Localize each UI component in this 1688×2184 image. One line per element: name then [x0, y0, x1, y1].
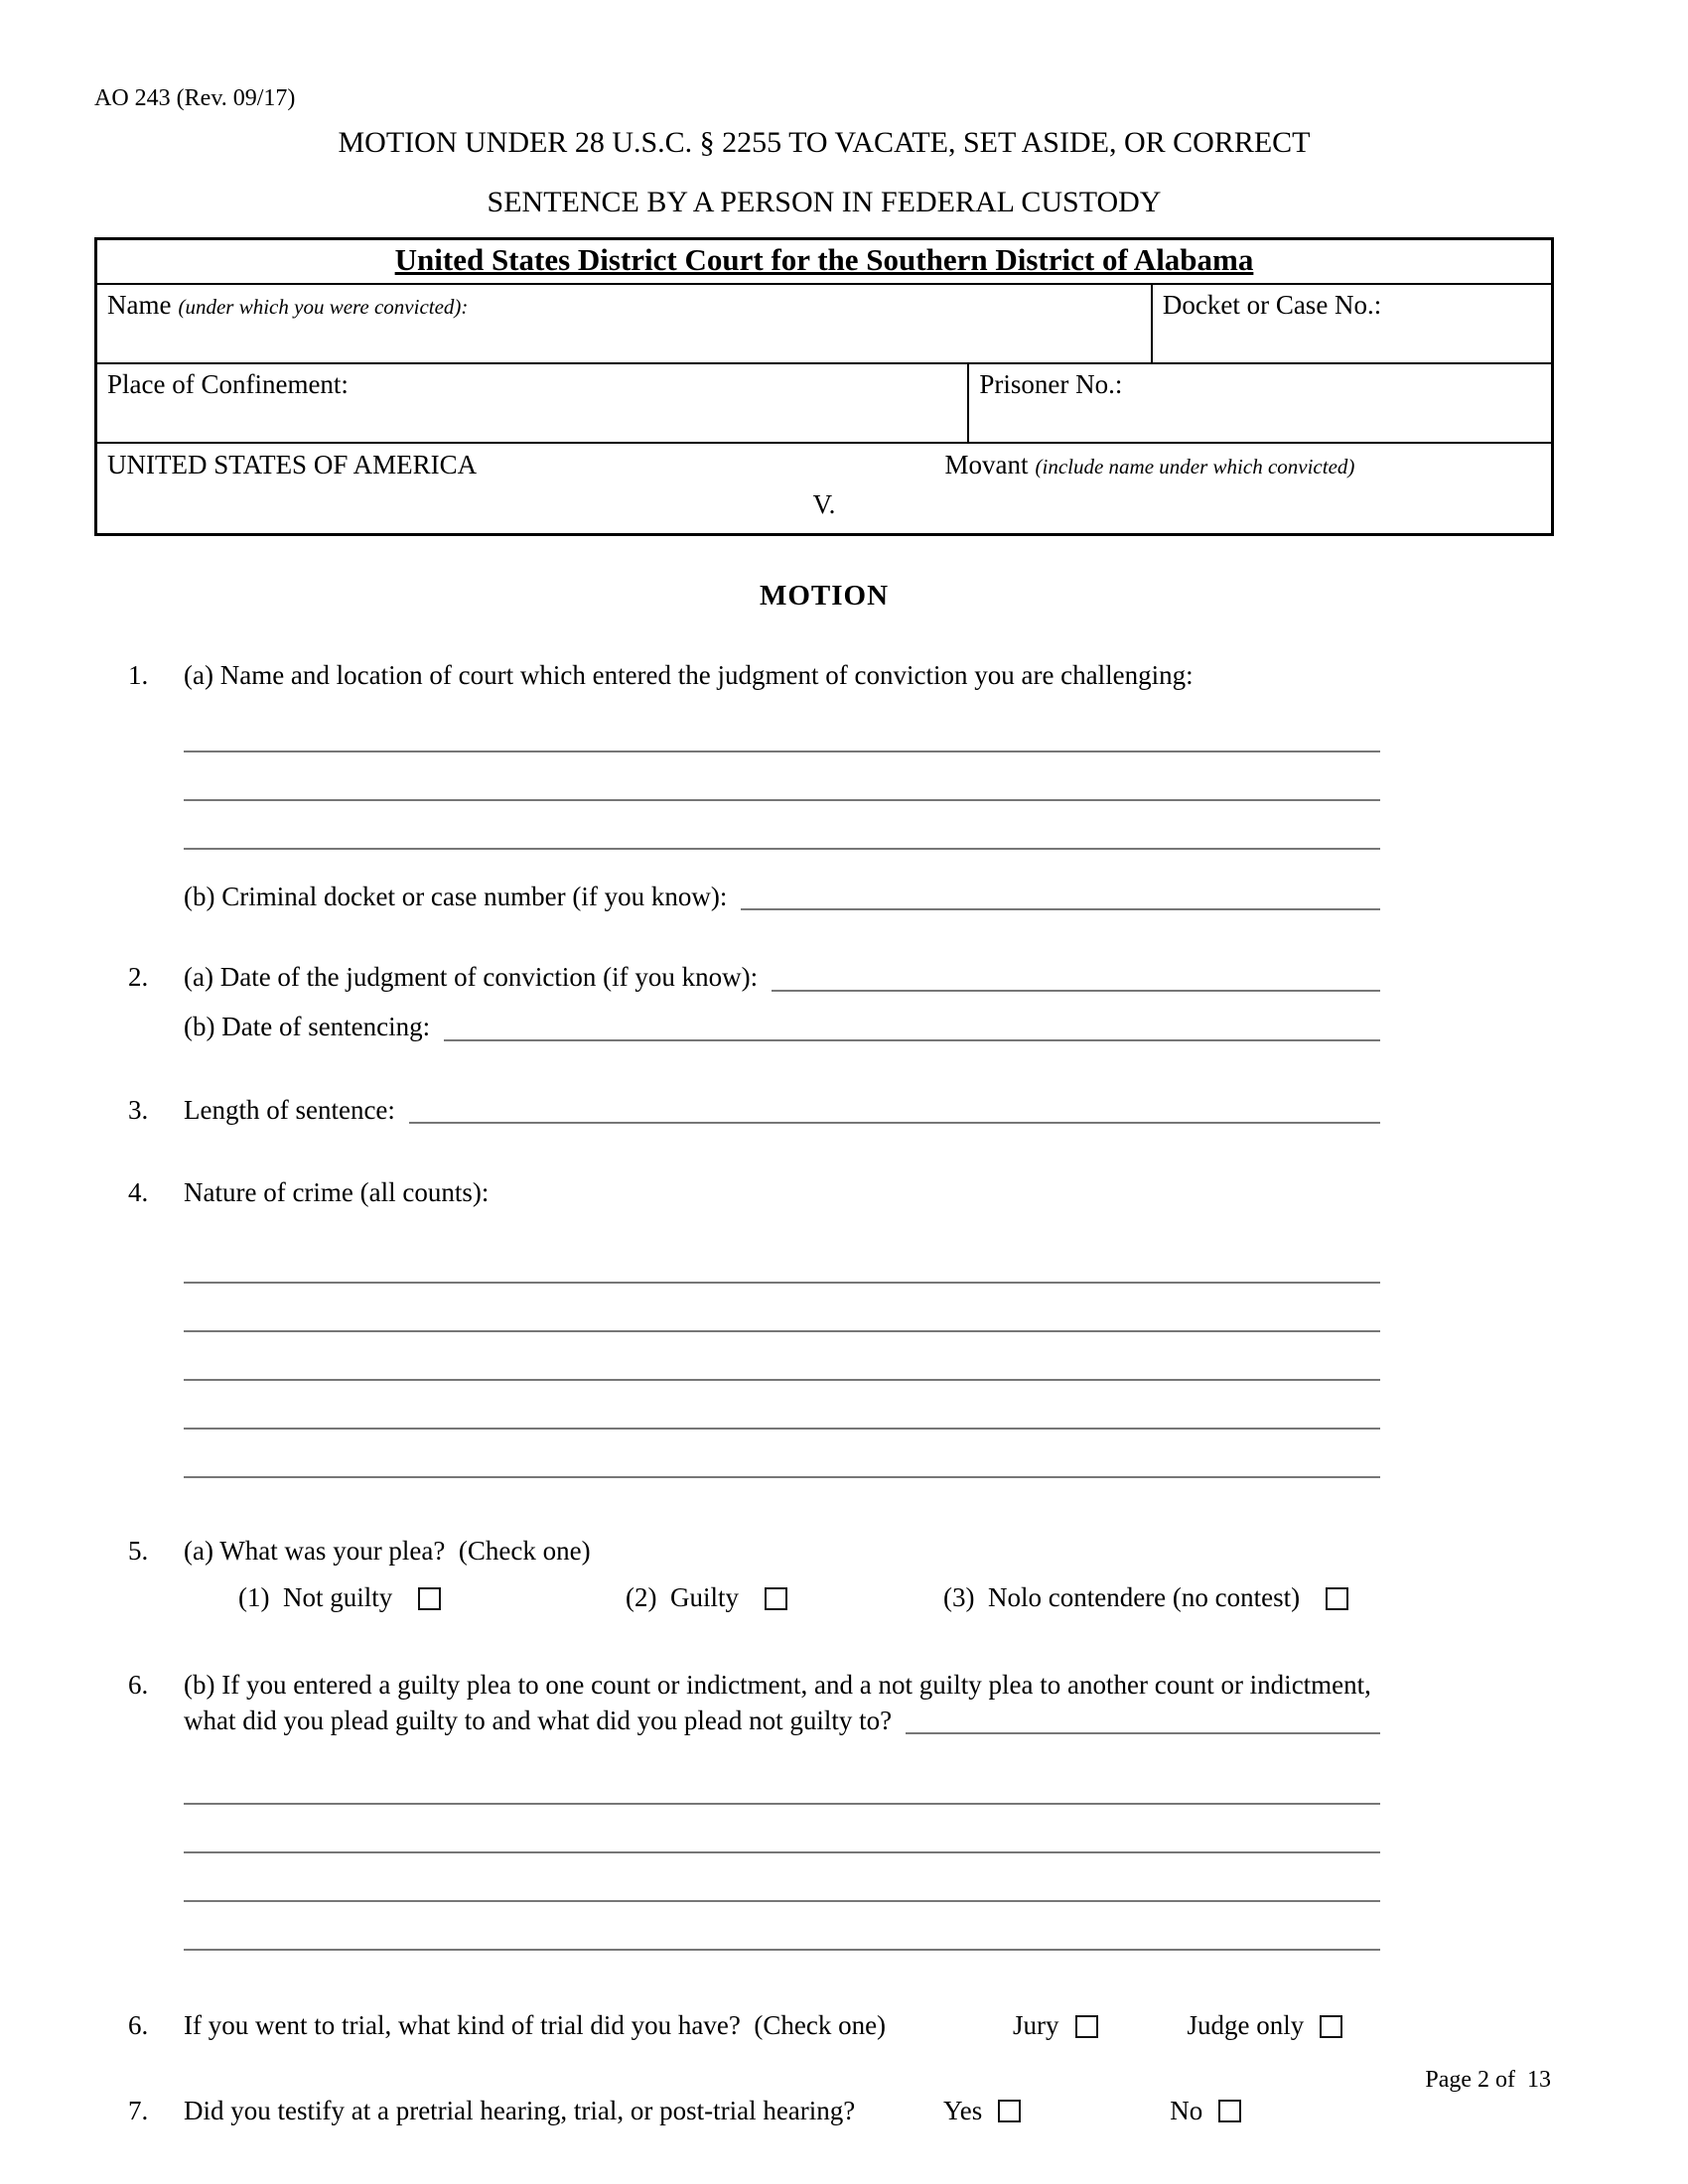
question-5-number: 5.: [128, 1535, 149, 1566]
question-2a-label: (a) Date of the judgment of conviction (if you know):: [184, 962, 759, 993]
question-3-row: [184, 1093, 1380, 1129]
q4-answer-line-2[interactable]: [184, 1284, 1380, 1332]
trial-type-row: [184, 2008, 1554, 2044]
q6b-answer-line-1[interactable]: [184, 1756, 1380, 1805]
court-title: United States District Court for the Southern District of Alabama: [394, 242, 1254, 277]
question-2b-label: (b) Date of sentencing:: [184, 1011, 431, 1041]
case-header-table: [94, 237, 1554, 536]
plea-options-row: [184, 1580, 1554, 1616]
q6b-answer-line-2[interactable]: [184, 1805, 1380, 1853]
name-docket-row: [97, 285, 1551, 364]
question-1a-answer-area: [184, 704, 1380, 850]
testify-yes-checkbox[interactable]: [998, 2100, 1021, 2122]
prisoner-label: Prisoner No.:: [979, 369, 1123, 399]
question-3-number: 3.: [128, 1094, 149, 1125]
place-of-confinement-field[interactable]: [97, 364, 969, 442]
q1-answer-line-1[interactable]: [184, 704, 1380, 752]
docket-field[interactable]: [1153, 285, 1551, 362]
testify-option-no: [1170, 2094, 1241, 2129]
question-2: [128, 960, 1554, 1044]
testify-option-yes: [943, 2094, 1021, 2129]
testify-yes-label: Yes: [943, 2095, 983, 2125]
q1b-answer-line[interactable]: [741, 908, 1380, 910]
q6b-answer-line-3[interactable]: [184, 1853, 1380, 1902]
page-number: Page 2 of 13: [1425, 2067, 1551, 2093]
question-6b-label-line1: (b) If you entered a guilty plea to one count or indictment, and a not guilty plea to another count or indictment,: [184, 1670, 1371, 1700]
movant-word: Movant: [944, 450, 1029, 479]
case-caption-row: [97, 444, 1551, 533]
q2b-answer-line[interactable]: [444, 1039, 1380, 1041]
question-1b-row: [184, 880, 1380, 915]
q4-answer-line-5[interactable]: [184, 1430, 1380, 1478]
question-1b-label: (b) Criminal docket or case number (if you know):: [184, 881, 728, 911]
question-5-label: (a) What was your plea? (Check one): [184, 1535, 591, 1566]
docket-label: Docket or Case No.:: [1162, 290, 1382, 320]
trial-jury-checkbox[interactable]: [1075, 2015, 1098, 2038]
document-title-line2: SENTENCE BY A PERSON IN FEDERAL CUSTODY: [487, 186, 1162, 218]
plea-option-guilty: [626, 1580, 943, 1616]
question-1-number: 1.: [128, 660, 149, 690]
question-5: [128, 1534, 1554, 1616]
plea-option-nolo-contendere: [943, 1580, 1348, 1616]
plea-not-guilty-checkbox[interactable]: [418, 1587, 441, 1610]
q2a-answer-line[interactable]: [772, 990, 1380, 992]
question-4: [128, 1175, 1554, 1478]
confinement-label: Place of Confinement:: [107, 369, 349, 399]
question-2a-row: [184, 960, 1380, 996]
question-3-label: Length of sentence:: [184, 1094, 395, 1125]
name-field[interactable]: [97, 285, 1153, 362]
question-6b-number: 6.: [128, 1670, 149, 1700]
question-1a-label: (a) Name and location of court which entered the judgment of conviction you are challenging:: [184, 660, 1194, 690]
movant-label: [945, 450, 1355, 480]
q1-answer-line-2[interactable]: [184, 752, 1380, 801]
movant-hint: (include name under which convicted): [1035, 455, 1355, 478]
question-6b: [128, 1668, 1554, 1951]
question-7-number: 7.: [128, 2095, 149, 2125]
question-6-trial-number: 6.: [128, 2010, 149, 2041]
plea-guilty-label: (2) Guilty: [626, 1582, 739, 1613]
question-1: [128, 658, 1554, 914]
motion-heading: MOTION: [759, 580, 890, 612]
question-6-trial-label: If you went to trial, what kind of trial did you have? (Check one): [184, 2010, 887, 2041]
plea-guilty-checkbox[interactable]: [765, 1587, 787, 1610]
trial-judge-only-label: Judge only: [1187, 2010, 1305, 2041]
plaintiff-label: UNITED STATES OF AMERICA: [107, 450, 478, 479]
testify-no-label: No: [1170, 2095, 1203, 2125]
question-3: [128, 1093, 1554, 1129]
q1-answer-line-3[interactable]: [184, 801, 1380, 850]
q6b-answer-line-4[interactable]: [184, 1902, 1380, 1951]
q4-answer-line-3[interactable]: [184, 1332, 1380, 1381]
question-6b-answer-area: [184, 1756, 1380, 1951]
question-6-trial: [128, 2008, 1554, 2044]
testify-row: [184, 2094, 1554, 2129]
trial-judge-only-checkbox[interactable]: [1320, 2015, 1342, 2038]
question-7-label: Did you testify at a pretrial hearing, trial, or post-trial hearing?: [184, 2095, 856, 2125]
question-4-answer-area: [184, 1235, 1380, 1478]
question-6b-label-line2: what did you plead guilty to and what did you plead not guilty to?: [184, 1705, 893, 1735]
trial-option-judge-only: [1188, 2008, 1343, 2044]
testify-no-checkbox[interactable]: [1218, 2100, 1241, 2122]
plea-nolo-contendere-label: (3) Nolo contendere (no contest): [943, 1582, 1301, 1613]
trial-jury-label: Jury: [1013, 2010, 1059, 2041]
question-2b-row: [184, 1010, 1380, 1045]
court-title-row: [97, 240, 1551, 285]
document-title-line1: MOTION UNDER 28 U.S.C. § 2255 TO VACATE, SET ASIDE, OR CORRECT: [338, 126, 1311, 159]
q3-answer-line[interactable]: [409, 1122, 1380, 1124]
question-4-number: 4.: [128, 1177, 149, 1208]
question-7: [128, 2094, 1554, 2129]
form-number: AO 243 (Rev. 09/17): [94, 85, 296, 111]
prisoner-number-field[interactable]: [969, 364, 1551, 442]
plea-nolo-contendere-checkbox[interactable]: [1326, 1587, 1348, 1610]
question-4-label: Nature of crime (all counts):: [184, 1177, 490, 1208]
plea-option-not-guilty: [238, 1580, 626, 1616]
plea-not-guilty-label: (1) Not guilty: [238, 1582, 393, 1613]
q4-answer-line-4[interactable]: [184, 1381, 1380, 1430]
versus-label: V.: [812, 489, 836, 519]
name-label: Name: [107, 290, 172, 320]
q4-answer-line-1[interactable]: [184, 1235, 1380, 1284]
trial-option-jury: [1013, 2008, 1098, 2044]
q6b-inline-answer-line[interactable]: [906, 1732, 1380, 1734]
confinement-prisoner-row: [97, 364, 1551, 444]
name-hint: (under which you were convicted):: [178, 295, 469, 319]
question-2-number: 2.: [128, 962, 149, 993]
question-6b-label-row2: [184, 1704, 1380, 1739]
